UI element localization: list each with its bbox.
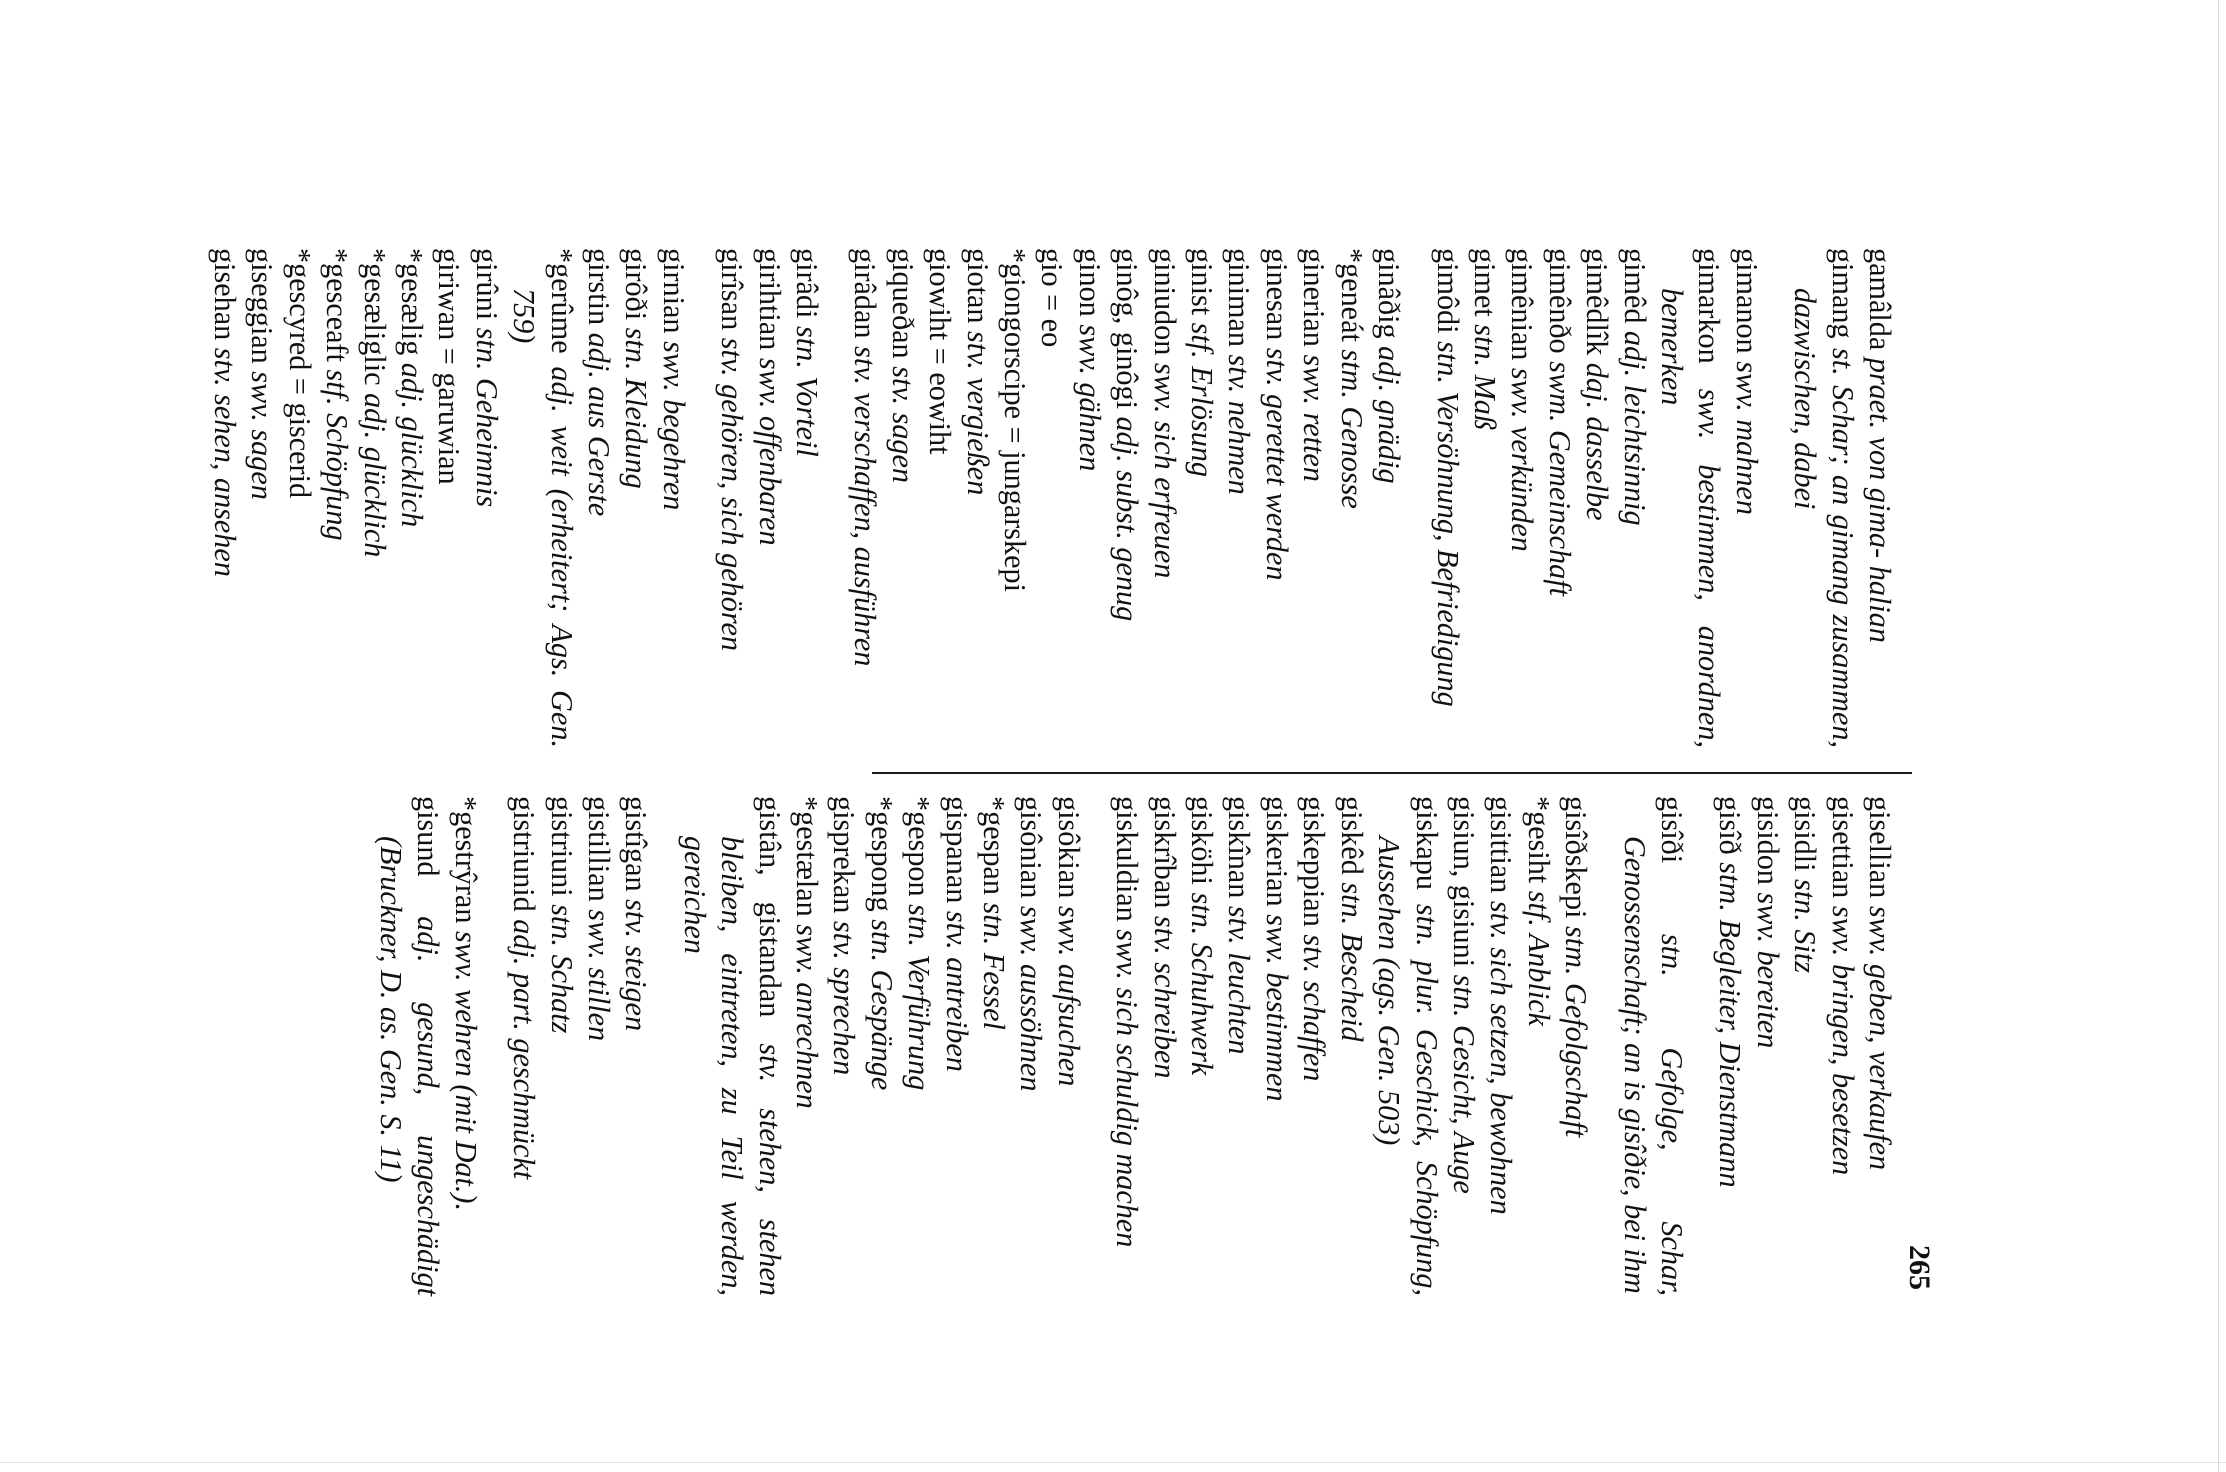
dictionary-entry bbox=[1108, 796, 1145, 1296]
entry-gloss: swv. mahnen bbox=[1729, 361, 1764, 515]
dictionary-entry bbox=[1861, 796, 1898, 1296]
dictionary-entry bbox=[393, 248, 430, 748]
entry-gloss: stm. Genosse bbox=[1334, 349, 1369, 509]
entry-headword: giqueðan bbox=[885, 248, 920, 359]
entry-headword: giskînan bbox=[1222, 796, 1257, 899]
entry-headword: gistân, gistandan bbox=[752, 796, 787, 1018]
entry-gloss: stv. nehmen bbox=[1222, 354, 1257, 495]
entry-gloss: stf. Schöpfung bbox=[320, 369, 355, 541]
dictionary-entry bbox=[654, 248, 691, 748]
entry-spacer bbox=[484, 796, 505, 1296]
entry-gloss: swv. verkünden bbox=[1505, 367, 1540, 552]
entry-headword: giniman bbox=[1222, 248, 1257, 347]
dictionary-entry bbox=[921, 248, 958, 748]
dictionary-entry bbox=[280, 248, 317, 748]
entry-gloss: stn. Bescheid bbox=[1334, 882, 1369, 1042]
dictionary-entry bbox=[1070, 248, 1107, 748]
entry-headword: gimang bbox=[1825, 248, 1860, 339]
entry-headword: gisköhi bbox=[1185, 796, 1220, 885]
column-divider bbox=[872, 772, 1912, 774]
entry-headword: *gesæliglic bbox=[357, 248, 392, 386]
entry-gloss: stn. Fessel bbox=[977, 902, 1012, 1030]
entry-gloss: stm. Begleiter, Dienstmann bbox=[1713, 862, 1748, 1188]
dictionary-entry bbox=[1183, 796, 1220, 1296]
entry-headword: gisprekan bbox=[827, 796, 862, 914]
entry-headword: gimôdi bbox=[1430, 248, 1465, 334]
dictionary-entry bbox=[430, 248, 467, 748]
dictionary-entry bbox=[1220, 796, 1257, 1296]
entry-spacer bbox=[654, 796, 675, 1296]
entry-gloss: swv. geben, verkaufen bbox=[1863, 905, 1897, 1171]
dictionary-entry bbox=[617, 248, 654, 748]
dictionary-entry bbox=[1748, 796, 1785, 1296]
entry-headword: ginerian bbox=[1297, 248, 1332, 347]
dictionary-entry bbox=[975, 796, 1012, 1296]
dictionary-entry bbox=[1370, 796, 1445, 1296]
entry-gloss: swv. wehren (mit Dat.). bbox=[448, 930, 483, 1211]
entry-headword: giskapu bbox=[1409, 796, 1444, 890]
dictionary-entry bbox=[580, 796, 617, 1296]
dictionary-entry bbox=[788, 248, 825, 748]
entry-gloss: stn. Geheimnis bbox=[469, 327, 504, 508]
entry-gloss: praet. von gima- halian bbox=[1863, 357, 1897, 643]
entry-gloss: stn. Gesicht, Auge bbox=[1446, 974, 1481, 1194]
dictionary-entry bbox=[958, 248, 995, 748]
entry-gloss: stv. sehen, ansehen bbox=[207, 347, 242, 577]
entry-spacer bbox=[692, 248, 713, 748]
dictionary-entry bbox=[996, 248, 1033, 748]
entry-headword: gistriuni bbox=[544, 796, 579, 897]
entry-headword: gispanan bbox=[939, 796, 974, 904]
dictionary-entry bbox=[372, 796, 447, 1296]
entry-gloss: swv. sich schuldig machen bbox=[1110, 929, 1145, 1248]
entry-headword: gistîgan bbox=[619, 796, 654, 892]
entry-gloss: stn. Sitz bbox=[1788, 879, 1823, 973]
dictionary-entry bbox=[1332, 248, 1369, 748]
entry-gloss: adj. leichtsinnig bbox=[1617, 331, 1652, 526]
entry-headword: *geneát bbox=[1334, 248, 1369, 342]
entry-gloss: stv. sprechen bbox=[827, 920, 862, 1076]
entry-gloss: swv. bestimmen bbox=[1259, 914, 1294, 1102]
dictionary-entry bbox=[1466, 248, 1503, 748]
dictionary-entry bbox=[900, 796, 937, 1296]
entry-headword: gistriunid bbox=[507, 796, 542, 912]
entry-headword: *gesiht bbox=[1521, 796, 1556, 884]
entry-headword: girstin bbox=[582, 248, 616, 326]
entry-gloss: swv. bereiten bbox=[1750, 892, 1785, 1049]
entry-headword: *gespon bbox=[902, 796, 937, 897]
dictionary-entry bbox=[355, 248, 392, 748]
entry-headword: gimanon bbox=[1729, 248, 1764, 354]
entry-gloss: stf. Anblick bbox=[1521, 890, 1556, 1027]
dictionary-entry bbox=[1727, 248, 1764, 748]
entry-gloss: stn. Gespänge bbox=[864, 919, 899, 1091]
entry-headword: *gestælan bbox=[790, 796, 825, 917]
entry-headword: *giongorscipe = jungarskepi bbox=[998, 248, 1033, 592]
dictionary-entry bbox=[1786, 796, 1823, 1296]
entry-gloss: swv. bringen, besetzen bbox=[1825, 905, 1860, 1176]
dictionary-entry bbox=[243, 248, 280, 748]
entry-headword: gio = eo bbox=[1035, 248, 1070, 348]
entry-gloss: adj. weit (erheitert; Ags. Gen. 759) bbox=[507, 288, 579, 749]
entry-spacer bbox=[1087, 796, 1108, 1296]
entry-gloss: swv. bestimmen, anordnen, bemerken bbox=[1654, 288, 1727, 748]
dictionary-page bbox=[207, 248, 1936, 1308]
entry-headword: gisônian bbox=[1014, 796, 1049, 899]
entry-gloss: swv. sagen bbox=[245, 371, 280, 500]
entry-gloss: stf. Erlösung bbox=[1185, 322, 1220, 477]
scan-edge bbox=[0, 1462, 2226, 1463]
dictionary-entry bbox=[580, 248, 617, 748]
entry-headword: girihtian bbox=[752, 248, 787, 351]
entry-headword: girûni bbox=[469, 248, 504, 321]
entry-headword: *gesceaft bbox=[320, 248, 355, 362]
entry-gloss: swm. Gemeinschaft bbox=[1542, 361, 1577, 596]
dictionary-entry bbox=[1786, 248, 1861, 748]
entry-gloss: swv. sich erfreuen bbox=[1147, 362, 1182, 579]
page-number: 265 bbox=[1903, 1245, 1936, 1290]
entry-headword: *gerûme bbox=[544, 248, 579, 354]
entry-headword: gisiun, gisiuni bbox=[1446, 796, 1481, 968]
entry-headword: ginâðig bbox=[1372, 248, 1407, 339]
entry-gloss: swv. retten bbox=[1297, 354, 1332, 482]
entry-spacer bbox=[1765, 248, 1786, 748]
dictionary-entry bbox=[1145, 248, 1182, 748]
dictionary-entry bbox=[206, 248, 243, 748]
entry-gloss: adj. gesund, ungeschädigt (Bruckner, D. as. Gen. S. 11) bbox=[373, 836, 446, 1297]
dictionary-entry bbox=[1823, 796, 1860, 1296]
entry-gloss: stv. gerettet werden bbox=[1259, 347, 1294, 581]
entry-headword: gisellian bbox=[1863, 796, 1897, 899]
entry-headword: gimênian bbox=[1505, 248, 1540, 361]
entry-gloss: stv. vergießen bbox=[960, 331, 995, 496]
entry-gloss: stv. gehören, sich gehören bbox=[715, 337, 750, 651]
entry-headword: giseggian bbox=[245, 248, 280, 364]
entry-gloss: stv. leuchten bbox=[1222, 905, 1257, 1055]
dictionary-entry bbox=[1540, 248, 1577, 748]
entry-headword: giskerian bbox=[1259, 796, 1294, 907]
dictionary-entry bbox=[1033, 248, 1070, 748]
entry-gloss: stn. Verführung bbox=[902, 904, 937, 1091]
entry-headword: ginist bbox=[1185, 248, 1220, 316]
dictionary-entry bbox=[1557, 796, 1594, 1296]
dictionary-entry bbox=[788, 796, 825, 1296]
entry-spacer bbox=[1690, 796, 1711, 1296]
dictionary-entry bbox=[1145, 796, 1182, 1296]
entry-headword: gisôkian bbox=[1051, 796, 1086, 899]
entry-headword: gimênðo bbox=[1542, 248, 1577, 354]
entry-gloss: stn. Gefolge, Schar, Genossenschaft; an is gisîðie, bei ihm bbox=[1617, 836, 1689, 1296]
dictionary-entry bbox=[1428, 248, 1465, 748]
entry-headword: girnian bbox=[656, 248, 691, 334]
dictionary-entry bbox=[505, 796, 542, 1296]
entry-headword: ginon bbox=[1072, 248, 1107, 317]
dictionary-entry bbox=[1258, 796, 1295, 1296]
entry-gloss: daj. dasselbe bbox=[1580, 362, 1615, 521]
entry-headword: girâdi bbox=[790, 248, 825, 319]
entry-headword: *gescyred = giscerid bbox=[282, 248, 317, 499]
dictionary-entry bbox=[1519, 796, 1556, 1296]
dictionary-entry bbox=[1295, 248, 1332, 748]
entry-headword: giskêd bbox=[1334, 796, 1369, 875]
entry-headword: gimarkon bbox=[1692, 248, 1727, 364]
entry-headword: gisîð bbox=[1713, 796, 1748, 855]
entry-gloss: swv. aussöhnen bbox=[1014, 905, 1049, 1092]
entry-gloss: stv. schaffen bbox=[1297, 934, 1332, 1082]
dictionary-entry bbox=[1012, 796, 1049, 1296]
entry-headword: gimet bbox=[1467, 248, 1502, 317]
entry-headword: *gesælig bbox=[394, 248, 429, 356]
entry-headword: giriwan = garuwian bbox=[432, 248, 467, 485]
entry-headword: gisettian bbox=[1825, 796, 1860, 899]
entry-headword: ginôg, ginôgi bbox=[1110, 248, 1145, 410]
entry-headword: giniudon bbox=[1147, 248, 1182, 356]
entry-gloss: swv. begehren bbox=[656, 341, 691, 511]
dictionary-entry bbox=[1332, 796, 1369, 1296]
right-column bbox=[372, 796, 1898, 1296]
dictionary-entry bbox=[1108, 248, 1145, 748]
entry-gloss: stv. sagen bbox=[885, 366, 920, 484]
entry-gloss: adj. part. geschmückt bbox=[507, 919, 542, 1180]
entry-gloss: stn. Schuhwerk bbox=[1185, 892, 1220, 1076]
entry-spacer bbox=[1407, 248, 1428, 748]
entry-spacer bbox=[825, 248, 846, 748]
entry-gloss: adj. subst. genug bbox=[1110, 416, 1145, 622]
entry-gloss: swv. anrechnen bbox=[790, 924, 825, 1109]
entry-gloss: stn. Versöhnung, Befriedigung bbox=[1430, 341, 1465, 707]
dictionary-entry bbox=[1653, 248, 1728, 748]
entry-gloss: stn. plur. Geschick, Schöpfung, Aussehen (ags. Gen. 503) bbox=[1372, 836, 1444, 1296]
entry-headword: giskeppian bbox=[1297, 796, 1332, 927]
entry-headword: gimêd bbox=[1617, 248, 1652, 324]
entry-headword: giskuldian bbox=[1110, 796, 1145, 922]
dictionary-entry bbox=[1220, 248, 1257, 748]
entry-headword: gisîði bbox=[1654, 796, 1689, 864]
entry-gloss: stv. antreiben bbox=[939, 910, 974, 1072]
entry-headword: gamâlda bbox=[1863, 248, 1897, 351]
entry-headword: giotan bbox=[960, 248, 995, 324]
entry-headword: gisidon bbox=[1750, 796, 1785, 885]
entry-gloss: stn. Schatz bbox=[544, 904, 579, 1034]
entry-headword: giowiht = eowiht bbox=[923, 248, 958, 455]
left-column bbox=[206, 248, 1898, 748]
entry-gloss: adj. aus Gerste bbox=[582, 332, 616, 517]
dictionary-entry bbox=[617, 796, 654, 1296]
dictionary-entry bbox=[1615, 796, 1690, 1296]
dictionary-entry bbox=[467, 248, 504, 748]
entry-headword: *gespan bbox=[977, 796, 1012, 895]
scan-edge bbox=[2218, 0, 2219, 1472]
entry-headword: gimêdlîk bbox=[1580, 248, 1615, 356]
dictionary-entry bbox=[1615, 248, 1652, 748]
entry-gloss: adj. gnädig bbox=[1372, 346, 1407, 484]
entry-headword: gistillian bbox=[582, 796, 616, 902]
entry-headword: gisittian bbox=[1484, 796, 1519, 894]
entry-gloss: stv. sich setzen, bewohnen bbox=[1484, 900, 1519, 1215]
entry-gloss: adj. glücklich bbox=[357, 393, 392, 558]
entry-gloss: stm. Gefolgschaft bbox=[1559, 925, 1594, 1138]
entry-headword: gisîðskepi bbox=[1559, 796, 1594, 919]
entry-gloss: stv. steigen bbox=[619, 899, 654, 1032]
entry-gloss: swv. gähnen bbox=[1072, 324, 1107, 472]
dictionary-entry bbox=[1295, 796, 1332, 1296]
dictionary-entry bbox=[1482, 796, 1519, 1296]
entry-gloss: stv. stehen, stehen bleiben, eintreten, zu Teil werden, gereichen bbox=[677, 836, 787, 1296]
entry-headword: *gestrŷran bbox=[448, 796, 483, 924]
entry-gloss: swv. aufsuchen bbox=[1051, 905, 1086, 1087]
dictionary-entry bbox=[318, 248, 355, 748]
entry-headword: gisund bbox=[411, 796, 446, 877]
entry-gloss: stv. verschaffen, ausführen bbox=[848, 346, 883, 667]
entry-headword: girôði bbox=[619, 248, 654, 321]
dictionary-entry bbox=[542, 796, 579, 1296]
entry-spacer bbox=[1594, 796, 1615, 1296]
entry-headword: girâdan bbox=[848, 248, 883, 339]
entry-headword: girîsan bbox=[715, 248, 750, 331]
entry-headword: gisidli bbox=[1788, 796, 1823, 872]
dictionary-entry bbox=[883, 248, 920, 748]
entry-headword: *gespong bbox=[864, 796, 899, 912]
entry-headword: giskrîban bbox=[1147, 796, 1182, 909]
dictionary-entry bbox=[675, 796, 787, 1296]
dictionary-entry bbox=[1049, 796, 1086, 1296]
dictionary-entry bbox=[1183, 248, 1220, 748]
dictionary-entry bbox=[1861, 248, 1898, 748]
entry-gloss: stn. Kleidung bbox=[619, 327, 654, 489]
dictionary-entry bbox=[846, 248, 883, 748]
dictionary-entry bbox=[825, 796, 862, 1296]
dictionary-entry bbox=[1578, 248, 1615, 748]
dictionary-entry bbox=[1258, 248, 1295, 748]
dictionary-entry bbox=[937, 796, 974, 1296]
dictionary-entry bbox=[1711, 796, 1748, 1296]
dictionary-entry bbox=[862, 796, 899, 1296]
dictionary-entry bbox=[1370, 248, 1407, 748]
dictionary-entry bbox=[505, 248, 580, 748]
entry-gloss: stv. schreiben bbox=[1147, 915, 1182, 1079]
entry-gloss: adj. glücklich bbox=[394, 362, 429, 528]
dictionary-entry bbox=[713, 248, 750, 748]
dictionary-entry bbox=[750, 248, 787, 748]
entry-gloss: stn. Maß bbox=[1467, 324, 1502, 430]
dictionary-entry bbox=[446, 796, 483, 1296]
dictionary-entry bbox=[1503, 248, 1540, 748]
entry-headword: ginesan bbox=[1259, 248, 1294, 341]
dictionary-entry bbox=[1445, 796, 1482, 1296]
entry-gloss: st. Schar; an gimang zusammen, dazwischen, dabei bbox=[1788, 288, 1860, 748]
entry-gloss: swv. offenbaren bbox=[752, 357, 787, 546]
entry-gloss: stn. Vorteil bbox=[790, 325, 825, 457]
entry-headword: gisehan bbox=[207, 248, 242, 341]
entry-gloss: swv. stillen bbox=[582, 909, 616, 1042]
